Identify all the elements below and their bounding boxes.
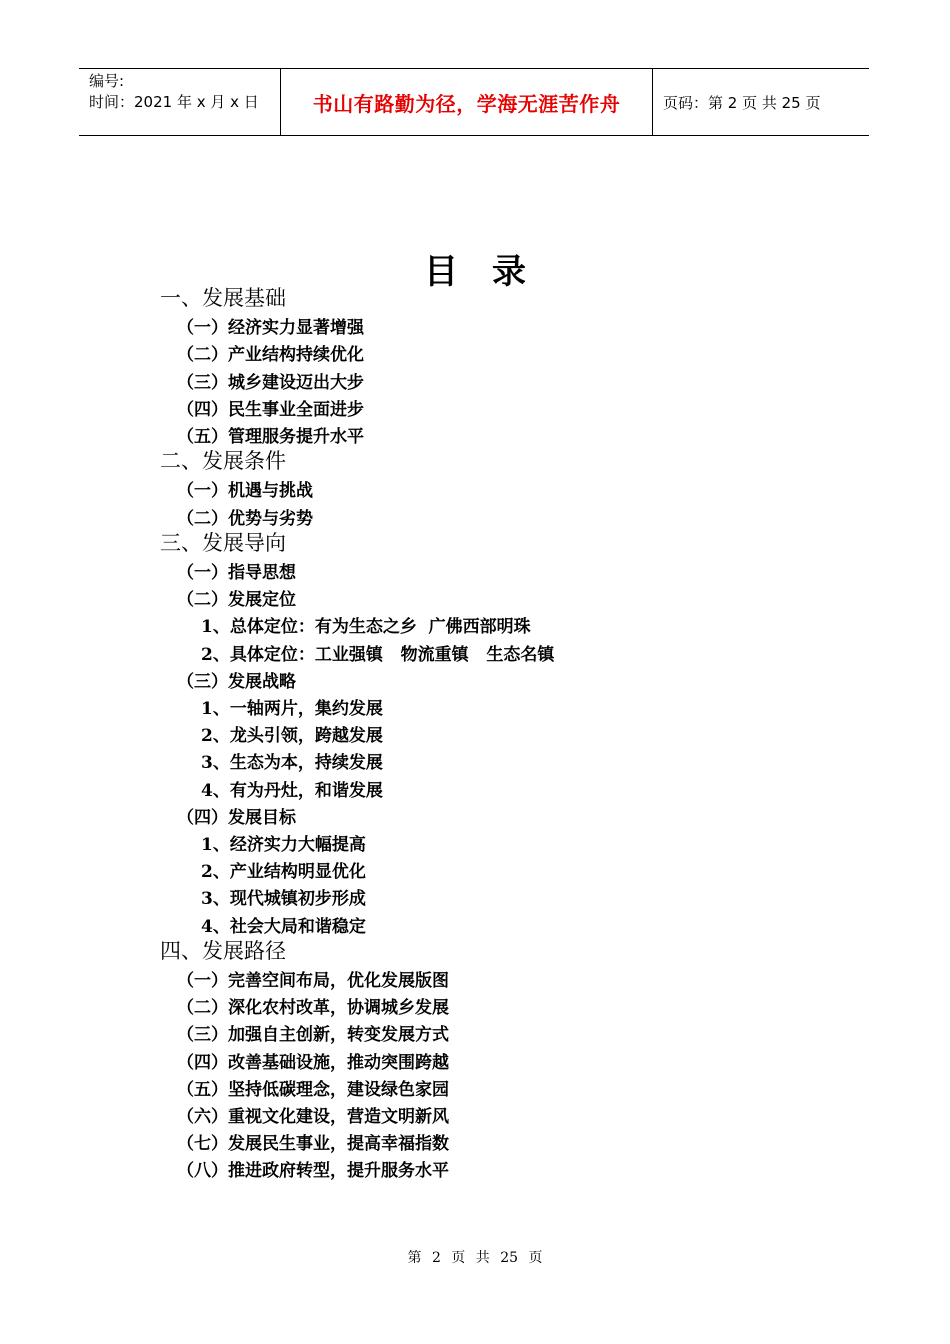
toc-subsection-item[interactable]: （一）指导思想 <box>177 563 296 583</box>
toc-subsection-item[interactable]: （二）深化农村改革，协调城乡发展 <box>177 998 449 1019</box>
toc-subsection-item[interactable]: （五）管理服务提升水平 <box>177 427 364 447</box>
toc-subsection-item[interactable]: （一）机遇与挑战 <box>177 481 313 502</box>
toc-subsection-item[interactable]: （五）坚持低碳理念，建设绿色家园 <box>177 1079 449 1100</box>
toc-subsection-item[interactable]: （八）推进政府转型，提升服务水平 <box>177 1161 449 1182</box>
toc-subsection-item[interactable]: （二）优势与劣势 <box>177 508 313 529</box>
toc-subsection-item[interactable]: （三）发展战略 <box>177 671 296 692</box>
toc-subsection-item[interactable]: （六）重视文化建设，营造文明新风 <box>177 1107 449 1127</box>
page-footer: 第 2 页 共 25 页 <box>407 1250 543 1266</box>
toc-subsection-item[interactable]: （四）改善基础设施，推动突围跨越 <box>177 1052 449 1073</box>
toc-sub-subsection-item[interactable]: 2、具体定位：工业强镇 物流重镇 生态名镇 <box>201 644 555 665</box>
toc-sub-subsection-item[interactable]: 3、生态为本，持续发展 <box>201 753 383 774</box>
toc-subsection-item[interactable]: （一）完善空间布局，优化发展版图 <box>177 971 449 991</box>
toc-section-heading[interactable]: 一、发展基础 <box>160 286 286 310</box>
toc-sub-subsection-item[interactable]: 1、总体定位：有为生态之乡 广佛西部明珠 <box>201 617 531 638</box>
toc-sub-subsection-item[interactable]: 1、经济实力大幅提高 <box>201 835 366 855</box>
toc-subsection-item[interactable]: （三）城乡建设迈出大步 <box>177 372 364 393</box>
toc-section-heading[interactable]: 四、发展路径 <box>160 938 286 963</box>
page-header <box>79 68 869 136</box>
toc-subsection-item[interactable]: （一）经济实力显著增强 <box>177 318 364 339</box>
toc-subsection-item[interactable]: （二）产业结构持续优化 <box>177 345 364 366</box>
toc-sub-subsection-item[interactable]: 2、产业结构明显优化 <box>201 862 366 883</box>
header-motto: 书山有路勤为径，学海无涯苦作舟 <box>281 69 653 135</box>
header-meta <box>79 69 281 135</box>
toc-title: 目录 <box>424 252 560 292</box>
document-time-label: 时间：2021 年 x 月 x 日 <box>89 93 259 111</box>
toc-subsection-item[interactable]: （三）加强自主创新，转变发展方式 <box>177 1025 449 1046</box>
toc-sub-subsection-item[interactable]: 4、有为丹灶，和谐发展 <box>201 780 383 801</box>
toc-sub-subsection-item[interactable]: 2、龙头引领，跨越发展 <box>201 726 383 747</box>
toc-subsection-item[interactable]: （四）发展目标 <box>177 807 296 828</box>
toc-section-heading[interactable]: 二、发展条件 <box>160 449 286 474</box>
toc-section-heading[interactable]: 三、发展导向 <box>160 530 286 555</box>
document-number-label: 编号: <box>89 72 125 90</box>
toc-subsection-item[interactable]: （二）发展定位 <box>177 590 296 611</box>
toc-sub-subsection-item[interactable]: 4、社会大局和谐稳定 <box>201 916 366 937</box>
toc-subsection-item[interactable]: （四）民生事业全面进步 <box>177 399 364 420</box>
toc-subsection-item[interactable]: （七）发展民生事业，提高幸福指数 <box>177 1134 449 1155</box>
toc-sub-subsection-item[interactable]: 1、一轴两片，集约发展 <box>201 699 383 719</box>
header-page-info: 页码：第 2 页 共 25 页 <box>663 93 821 112</box>
toc-sub-subsection-item[interactable]: 3、现代城镇初步形成 <box>201 889 366 910</box>
